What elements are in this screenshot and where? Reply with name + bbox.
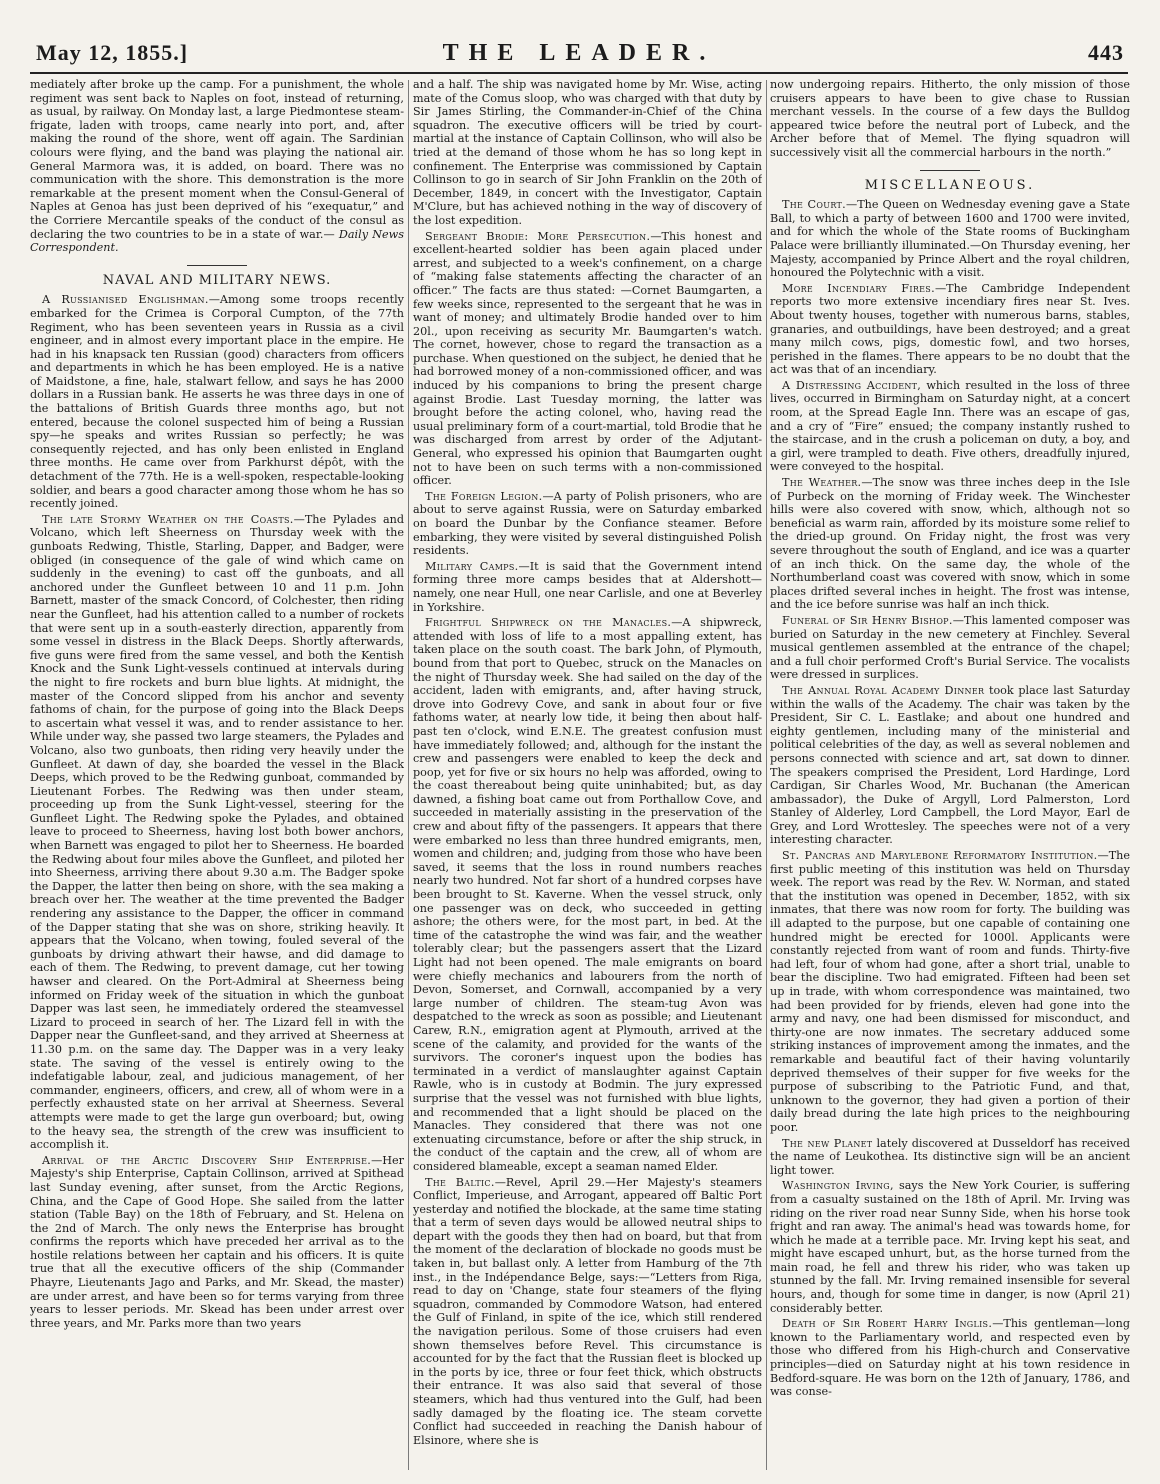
article-paragraph: The Court.—The Queen on Wednesday evening gave a State Ball, to which a party of between 1600 and 1700 were invited, and for which the whole of the State rooms of Buckingham Palace were brilliantly illuminated.—On Thursday evening, her Majesty, accompanied by Prince Albert and the royal children, honoured the Polytechnic with a visit. — [770, 198, 1130, 280]
article-paragraph: Frightful Shipwreck on the Manacles.—A shipwreck, attended with loss of life to a most appalling extent, has taken place on the south coast. The bark John, of Plymouth, bound from that port to Quebec, struck on the Manacles on the night of Thursday week. She had sailed on the day of the accident, laden with emigrants, and, after having struck, drove into Godrevy Cove, and sank in about four or five fathoms water, at nearly low tide, it being then about half-past ten o'clock, wind E.N.E. The greatest confusion must have immediately followed; and, although for the instant the crew and passengers were enabled to keep the deck and poop, yet for five or six hours no help was afforded, owing to the coast thereabout being quite uninhabited; but, as day dawned, a fishing boat came out from Porthallow Cove, and succeeded in materially assisting in the preservation of the crew and about fifty of the passengers. It appears that there were embarked no less than three hundred emigrants, men, women and children; and, judging from those who have been saved, it seems that the loss in round numbers reaches nearly two hundred. Not far short of a hundred corpses have been brought to St. Kaverne. When the vessel struck, only one passenger was on deck, who succeeded in getting ashore; the others were, for the most part, in bed. At the time of the catastrophe the wind was fair, and the weather tolerably clear; but the passengers assert that the Lizard Light had not been opened. The male emigrants on board were chiefly mechanics and labourers from the north of Devon, Somerset, and Cornwall, accompanied by a very large number of children. The steam-tug Avon was despatched to the wreck as soon as possible; and Lieutenant Carew, R.N., emigration agent at Plymouth, arrived at the scene of the calamity, and provided for the wants of the survivors. The coroner's inquest upon the bodies has terminated in a verdict of manslaughter against Captain Rawle, who is in custody at Bodmin. The jury expressed surprise that the vessel was not furnished with blue lights, and recommended that a light should be placed on the Manacles. They considered that there was not one extenuating circumstance, before or after the ship struck, in the conduct of the captain and the crew, all of whom are considered blameable, except a seaman named Elder. — [413, 616, 762, 1173]
page-number: 443 — [1088, 40, 1124, 65]
article-heading: More Incendiary Fires. — [782, 281, 935, 295]
column-left — [30, 78, 404, 1474]
article-heading: Washington Irving, — [782, 1179, 894, 1193]
article-paragraph: The late Stormy Weather on the Coasts.—The Pylades and Volcano, which left Sheerness on Thursday week with the gunboats Redwing, Thistle, Starling, Dapper, and Badger, were obliged (in consequence of the gale of wind which came on suddenly in the evening) to cast off the gunboats, and all anchored under the Gunfleet between 10 and 11 p.m. John Barnett, master of the smack Concord, of Colchester, then riding near the Gunfleet, had his attention called to a number of rockets that were sent up in a south-easterly direction, apparently from some vessel in distress in the Black Deeps. Shortly afterwards, five guns were fired from the same vessel, and both the Kentish Knock and the Sunk Light-vessels continued at intervals during the night to fire rockets and burn blue lights. At midnight, the master of the Concord slipped from his anchor and seventy fathoms of chain, for the purpose of going into the Black Deeps to ascertain what vessel it was, and to render assistance to her. While under way, she passed two large steamers, the Pylades and Volcano, also two gunboats, then riding very heavily under the Gunfleet. At dawn of day, she boarded the vessel in the Black Deeps, which proved to be the Redwing gunboat, commanded by Lieutenant Forbes. The Redwing was then under steam, proceeding up from the Sunk Light-vessel, steering for the Gunfleet Light. The Redwing spoke the Pylades, and obtained leave to proceed to Sheerness, having lost both bower anchors, when Barnett was engaged to pilot her to Sheerness. He boarded the Redwing about four miles above the Gunfleet, and piloted her into Sheerness, arriving there about 9.30 a.m. The Badger spoke the Dapper, the latter then being on shore, with the sea making a breach over her. The weather at the time prevented the Badger rendering any assistance to the Dapper, the officer in command of the Dapper stating that she was on shore, striking heavily. It appears that the Volcano, when towing, fouled several of the gunboats by driving athwart their hawse, and did damage to each of them. The Redwing, to prevent damage, cut her towing hawser and cleared. On the Port-Admiral at Sheerness being informed on Friday week of the situation in which the gunboat Dapper was last seen, he immediately ordered the steamvessel Lizard to proceed in search of her. The Lizard fell in with the Dapper near the Gunfleet-sand, and they arrived at Sheerness at 11.30 p.m. on the same day. The Dapper was in a very leaky state. The saving of the vessel is entirely owing to the indefatigable labour, zeal, and judicious management, of her commander, engineers, officers, and crew, all of whom were in a perfectly exhausted state on her arrival at Sheerness. Several attempts were made to get the large gun overboard; but, owing to the heavy sea, the strength of the crew was insufficient to accomplish it. — [30, 512, 404, 1152]
article-paragraph: A Distressing Accident, which resulted in the loss of three lives, occurred in Birmingham on Saturday night, at a concert room, at the Spread Eagle Inn. There was an escape of gas, and a cry of “Fire” ensued; the company instantly rushed to the staircase, and in the crush a policeman on duty, a boy, and a girl, were trampled to death. Five others, dreadfully injured, were conveyed to the hospital. — [770, 378, 1130, 474]
article-paragraph: Death of Sir Robert Harry Inglis.—This gentleman—long known to the Parliamentary world, and respected even by those who differed from his High-church and Conservative principles—died on Saturday night at his town residence in Bedford-square. He was born on the 12th of January, 1786, and was conse- — [770, 1317, 1130, 1399]
article-paragraph: A Russianised Englishman.—Among some troops recently embarked for the Crimea is Corporal Cumpton, of the 77th Regiment, who has been seventeen years in Russia as a civil engineer, and in almost every important place in the empire. He had in his knapsack ten Russian (good) characters from officers and departments in which he has been employed. He is a native of Maidstone, a fine, hale, stalwart fellow, and says he has 2000 dollars in a Russian bank. He asserts he was three days in one of the battalions of British Guards three months ago, but not entered, because the colonel suspected him of being a Russian spy—he speaks and writes Russian so perfectly; he was consequently rejected, and has only been enlisted in England three months. He came over from Parkhurst dépôt, with the detachment of the 77th. He is a well-spoken, respectable-looking soldier, and bears a good character among those whom he has so recently joined. — [30, 293, 404, 511]
article-heading: The Weather. — [782, 476, 862, 490]
column-rule — [766, 80, 767, 1470]
article-paragraph: Arrival of the Arctic Discovery Ship Enterprise.—Her Majesty's ship Enterprise, Captain Collinson, arrived at Spithead last Sunday evening, after sunset, from the Arctic Regions, China, and the Cape of Good Hope. She sailed from the latter station (Table Bay) on the 18th of February, and St. Helena on the 2nd of March. The only news the Enterprise has brought confirms the reports which have preceded her arrival as to the hostile relations between her captain and his officers. It is quite true that all the executive officers of the ship (Commander Phayre, Lieutenants Jago and Parks, and Mr. Skead, the master) are under arrest, and have been so for terms varying from three years to lesser periods. Mr. Skead has been under arrest over three years, and Mr. Parks more than two years — [30, 1153, 404, 1330]
article-paragraph: More Incendiary Fires.—The Cambridge Independent reports two more extensive incendiary fires near St. Ives. About twenty houses, together with numerous barns, stables, granaries, and outbuildings, have been destroyed; and a great many milch cows, pigs, domestic fowl, and two horses, perished in the flames. There appears to be no doubt that the act was that of an incendiary. — [770, 281, 1130, 377]
article-heading: Frightful Shipwreck on the Manacles. — [425, 616, 672, 630]
masthead — [30, 40, 1128, 74]
article-paragraph: The Baltic.—Revel, April 29.—Her Majesty's steamers Conflict, Imperieuse, and Arrogant, appeared off Baltic Port yesterday and notified the blockade, at the same time stating that a term of seven days would be allowed neutral ships to depart with the goods they then had on board, but that from the moment of the declaration of blockade no goods must be taken in, but ballast only. A letter from Hamburg of the 7th inst., in the Indépendance Belge, says:—“Letters from Riga, read to day on 'Change, state four steamers of the flying squadron, commanded by Commodore Watson, had entered the Gulf of Finland, in spite of the ice, which still rendered the navigation perilous. Some of those cruisers had even shown themselves before Revel. This circumstance is accounted for by the fact that the Russian fleet is blocked up in the ports by ice, three or four feet thick, which obstructs their entrance. It was also said that several of those steamers, which had thus ventured into the Gulf, had been sadly damaged by the floating ice. The steam corvette Conflict had succeeded in reaching the Danish habour of Elsinore, where she is — [413, 1175, 762, 1447]
signoff: Daily News Correspondent. — [30, 227, 404, 255]
article-heading: Funeral of Sir Henry Bishop. — [782, 613, 953, 627]
article-paragraph: The new Planet lately discovered at Dusseldorf has received the name of Leukothea. Its distinctive sign will be an ancient light tower. — [770, 1136, 1130, 1177]
article-heading: Death of Sir Robert Harry Inglis. — [782, 1317, 993, 1331]
article-heading: The Annual Royal Academy Dinner — [782, 683, 985, 697]
article-heading: The Baltic. — [425, 1175, 495, 1189]
newspaper-title: THE LEADER. — [442, 40, 716, 66]
article-paragraph: mediately after broke up the camp. For a punishment, the whole regiment was sent back to Naples on foot, instead of returning, as usual, by railway. On Monday last, a large Piedmontese steam-frigate, laden with troops, came nearly into port, and, after making the round of the shore, went off again. The Sardinian colours were flying, and the band was playing the national air. General Marmora was, it is added, on board. There was no communication with the shore. This demonstration is the more remarkable at the present moment when the Consul-General of Naples at Genoa has just been deprived of his “exequatur,” and the Corriere Mercantile speaks of the conduct of the consul as declaring the two countries to be in a state of war.— Daily News Correspondent. — [30, 78, 404, 255]
article-paragraph: Washington Irving, says the New York Courier, is suffering from a casualty sustained on the 18th of April. Mr. Irving was riding on the river road near Sunny Side, when his horse took fright and ran away. The animal's head was towards home, for which he made at a terrible pace. Mr. Irving kept his seat, and might have escaped unhurt, but, as the horse turned from the main road, he fell and threw his rider, who was taken up stunned by the fall. Mr. Irving remained insensible for several hours, and, though for some time in danger, is now (April 21) considerably better. — [770, 1179, 1130, 1315]
column-middle — [413, 78, 762, 1474]
article-paragraph: The Foreign Legion.—A party of Polish prisoners, who are about to serve against Russia, were on Saturday embarked on board the Dunbar by the Confiance steamer. Before embarking, they were visited by several distinguished Polish residents. — [413, 489, 762, 558]
article-paragraph: St. Pancras and Marylebone Reformatory Institution.—The first public meeting of this institution was held on Thursday week. The report was read by the Rev. W. Norman, and stated that the institution was opened in December, 1852, with six inmates, that there was now room for forty. The building was ill adapted to the purpose, but one capable of containing one hundred might be erected for 1000l. Applicants were constantly rejected from want of room and funds. Thirty-five had left, four of whom had gone, after a short trial, unable to bear the discipline. Two had emigrated. Fifteen had been set up in trade, with whom correspondence was maintained, two had been provided for by friends, eleven had gone into the army and navy, one had been dismissed for misconduct, and thirty-one are now inmates. The secretary adduced some striking instances of improvement among the inmates, and the remarkable and beautiful fact of their having voluntarily deprived themselves of their supper for five weeks for the purpose of subscribing to the Patriotic Fund, and that, unknown to the governor, they had given a portion of their daily bread during the late high prices to the neighbouring poor. — [770, 849, 1130, 1134]
article-paragraph: The Annual Royal Academy Dinner took place last Saturday within the walls of the Academy. The chair was taken by the President, Sir C. L. Eastlake; and about one hundred and eighty gentlemen, including many of the ministerial and political celebrities of the day, as well as several noblemen and persons connected with science and art, sat down to dinner. The speakers comprised the President, Lord Hardinge, Lord Cardigan, Sir Charles Wood, Mr. Buchanan (the American ambassador), the Duke of Argyll, Lord Palmerston, Lord Stanley of Alderley, Lord Campbell, the Lord Mayor, Earl de Grey, and Lord Wrottesley. The speeches were not of a very interesting character. — [770, 683, 1130, 847]
article-heading: A Russianised Englishman. — [42, 293, 209, 307]
article-paragraph: now undergoing repairs. Hitherto, the only mission of those cruisers appears to have been to give chase to Russian merchant vessels. In the course of a few days the Bulldog appeared twice before the neutral port of Lubeck, and the Archer before that of Memel. The flying squadron will successively visit all the commercial harbours in the north.” — [770, 78, 1130, 159]
article-paragraph: Funeral of Sir Henry Bishop.—This lamented composer was buried on Saturday in the new cemetery at Finchley. Several musical gentlemen assembled at the entrance of the chapel; and a full choir performed Croft's Burial Service. The vocalists were dressed in surplices. — [770, 613, 1130, 682]
article-heading: Sergeant Brodie: More Persecution. — [425, 229, 651, 243]
article-paragraph: Military Camps.—It is said that the Government intend forming three more camps besides that at Aldershott—namely, one near Hull, one near Carlisle, and one at Beverley in Yorkshire. — [413, 559, 762, 614]
article-heading: St. Pancras and Marylebone Reformatory Institution. — [782, 849, 1098, 863]
article-heading: Arrival of the Arctic Discovery Ship Enterprise. — [42, 1153, 372, 1167]
article-heading: The Court. — [782, 198, 846, 212]
article-heading: Military Camps. — [425, 559, 519, 573]
article-paragraph: Sergeant Brodie: More Persecution.—This honest and excellent-hearted soldier has been again placed under arrest, and subjected to a week's confinement, on a charge of “making false statements affecting the character of an officer.” The facts are thus stated: —Cornet Baumgarten, a few weeks since, represented to the sergeant that he was in want of money; and ultimately Brodie handed over to him 20l., upon receiving as security Mr. Baumgarten's watch. The cornet, however, chose to regard the transaction as a purchase. When questioned on the subject, he denied that he had borrowed money of a non-commissioned officer, and was induced by his companions to bring the present charge against Brodie. Last Tuesday morning, the latter was brought before the acting colonel, who, having read the usual preliminary form of a court-martial, told Brodie that he was discharged from arrest by order of the Adjutant-General, who expressed his opinion that Baumgarten ought not to have been on such terms with a non-commissioned officer. — [413, 229, 762, 488]
article-paragraph: The Weather.—The snow was three inches deep in the Isle of Purbeck on the morning of Friday week. The Winchester hills were also covered with snow, which, although not so beneficial as warm rain, afforded by its moisture some relief to the dried-up ground. On Friday night, the frost was very severe throughout the south of England, and ice was a quarter of an inch thick. On the same day, the whole of the Northumberland coast was covered with snow, which in some places drifted several inches in height. The frost was intense, and the ice before sunrise was half an inch thick. — [770, 476, 1130, 612]
column-rule — [408, 80, 409, 1470]
column-right — [770, 78, 1130, 1474]
article-heading: A Distressing Accident, — [782, 378, 922, 392]
article-heading: The new Planet — [782, 1136, 873, 1150]
section-heading: NAVAL AND MILITARY NEWS. — [30, 265, 404, 288]
article-heading: The late Stormy Weather on the Coasts. — [42, 512, 294, 526]
section-heading: MISCELLANEOUS. — [770, 170, 1130, 193]
article-heading: The Foreign Legion. — [425, 489, 543, 503]
issue-date: May 12, 1855.] — [36, 40, 189, 65]
article-paragraph: and a half. The ship was navigated home by Mr. Wise, acting mate of the Comus sloop, who was charged with that duty by Sir James Stirling, the Commander-in-Chief of the China squadron. The executive officers will be tried by court-martial at the instance of Captain Collinson, who will also be tried at the demand of those whom he has so long kept in confinement. The Enterprise was commissioned by Captain Collinson to go in search of Sir John Franklin on the 20th of December, 1849, in concert with the Investigator, Captain M'Clure, but has achieved nothing in the way of discovery of the lost expedition. — [413, 78, 762, 227]
